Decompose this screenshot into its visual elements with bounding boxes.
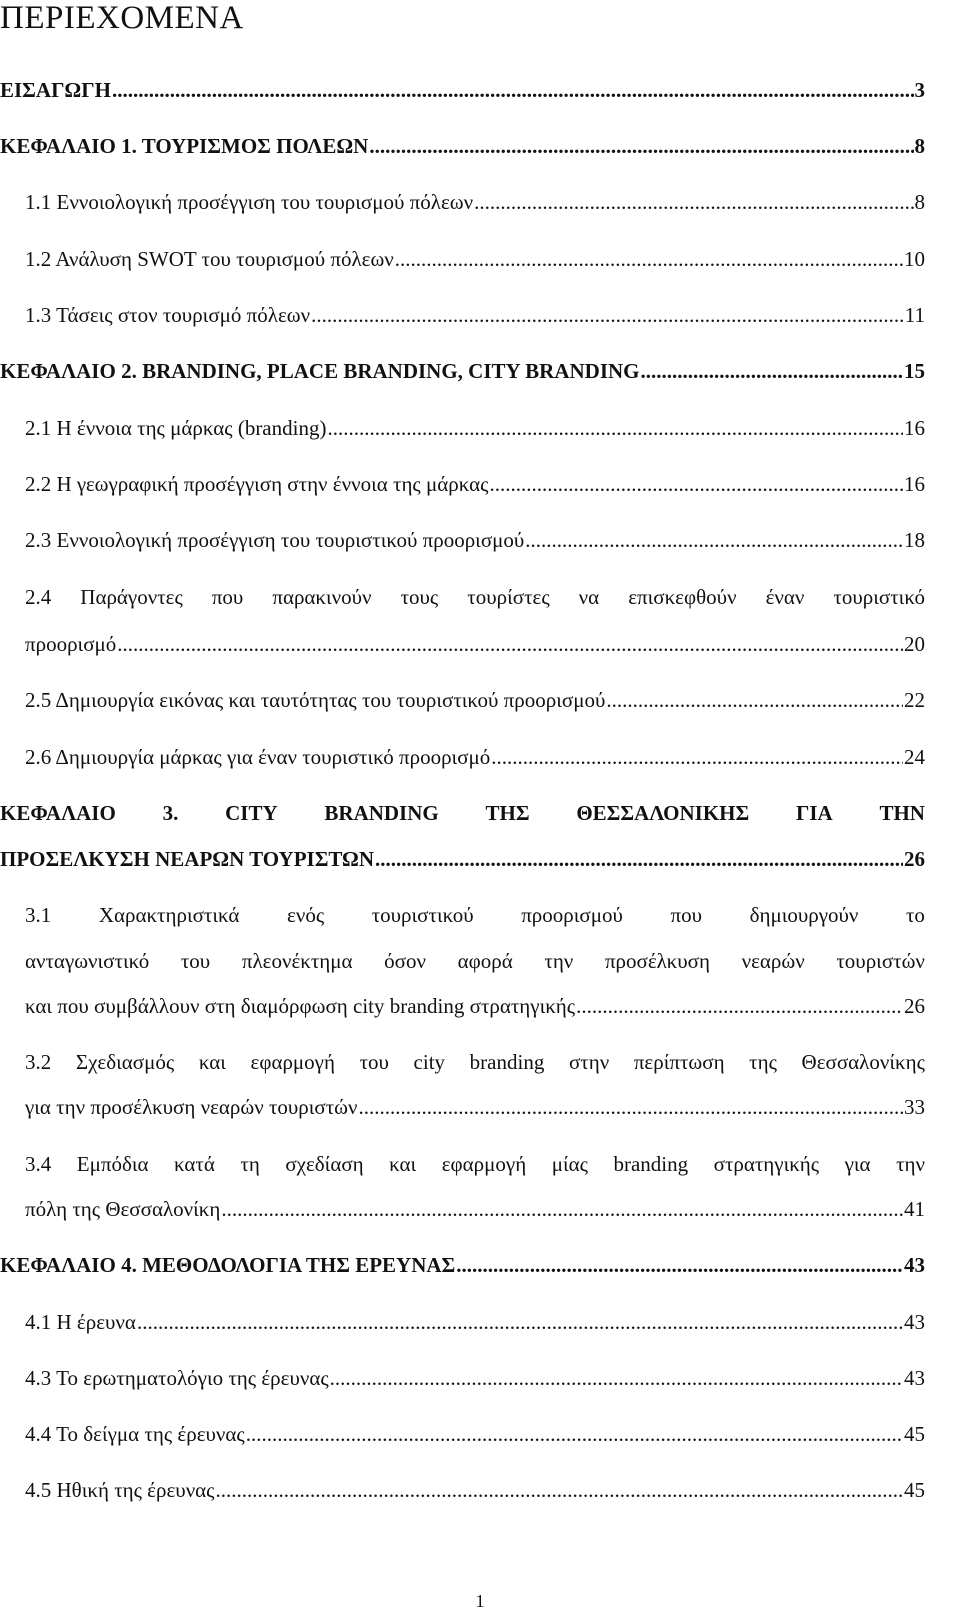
toc-page: 43 [904,1253,925,1277]
toc-entry-3-2-line-1[interactable] [25,1049,925,1075]
word: 3.1 [25,903,52,927]
toc-entry-3-1-line-3[interactable] [25,993,925,1019]
word: 2.4 [25,585,52,609]
leader-dots [491,744,903,770]
toc-label: 1.1 Εννοιολογική προσέγγιση του τουρισμού πόλεων [25,190,474,214]
word: στρατηγικής [713,1152,820,1176]
word: CITY [225,801,278,825]
word: ΚΕΦΑΛΑΙΟ [0,801,116,825]
toc-page: 8 [914,134,925,158]
toc-entry-2-5[interactable] [25,687,925,713]
leader-dots [137,1309,903,1335]
word: που [211,585,244,609]
word: για [844,1152,871,1176]
word: τουριστικό [833,585,925,609]
toc-entry-2-4-line-2[interactable] [25,631,925,657]
toc-entry-chapter-2[interactable] [0,358,925,384]
word: ΤΗΣ [485,801,530,825]
word: νεαρών [741,949,805,973]
leader-dots [489,471,903,497]
toc-entry-3-4-line-2[interactable] [25,1196,925,1222]
toc-label: ΚΕΦΑΛΑΙΟ 1. ΤΟΥΡΙΣΜΟΣ ΠΟΛΕΩΝ [0,134,369,158]
leader-dots [330,1365,903,1391]
leader-dots [375,846,903,872]
toc-label: 2.6 Δημιουργία μάρκας για έναν τουριστικό προορισμό [25,745,491,769]
word: κατά [174,1152,215,1176]
leader-dots [359,1094,903,1120]
leader-dots [246,1421,903,1447]
toc-label: ΚΕΦΑΛΑΙΟ 4. ΜΕΘΟΔΟΛΟΓΙΑ ΤΗΣ ΕΡΕΥΝΑΣ [0,1253,456,1277]
toc-page: 26 [904,847,925,871]
word: ΤΗΝ [879,801,925,825]
word: αφορά [457,949,513,973]
word: branding [613,1152,689,1176]
leader-dots [576,993,903,1019]
toc-entry-4-4[interactable] [25,1421,925,1447]
toc-label: 2.2 Η γεωγραφική προσέγγιση στην έννοια της μάρκας [25,472,489,496]
word: city [413,1050,446,1074]
word: παρακινούν [272,585,372,609]
leader-dots [327,415,903,441]
word: του [180,949,211,973]
toc-label: 4.3 Το ερωτηματολόγιο της έρευνας [25,1366,329,1390]
word: όσον [384,949,426,973]
word: ΓΙΑ [795,801,833,825]
toc-label: 2.1 Η έννοια της μάρκας (branding) [25,416,327,440]
word: 3.2 [25,1050,52,1074]
toc-page: 43 [904,1310,925,1334]
word: και [389,1152,417,1176]
toc-page: 22 [904,688,925,712]
toc-label: ΕΙΣΑΓΩΓΗ [0,78,111,102]
toc-page: 8 [914,190,925,214]
word: τουριστικού [371,903,474,927]
toc-entry-intro[interactable] [0,77,925,103]
leader-dots [606,687,903,713]
toc-entry-4-1[interactable] [25,1309,925,1335]
toc-label: ΚΕΦΑΛΑΙΟ 2. BRANDING, PLACE BRANDING, CITY BRANDING [0,359,640,383]
word: σχεδίαση [285,1152,364,1176]
toc-label: 4.1 Η έρευνα [25,1310,136,1334]
word: επισκεφθούν [628,585,737,609]
word: branding [469,1050,545,1074]
word: το [905,903,925,927]
word: μίας [551,1152,588,1176]
word: προορισμού [521,903,623,927]
toc-entry-4-5[interactable] [25,1477,925,1503]
word: 3.4 [25,1152,52,1176]
toc-entry-chapter-3-line-2[interactable] [0,846,925,872]
toc-entry-1-1[interactable] [25,189,925,215]
toc-page: 41 [904,1197,925,1221]
toc-entry-2-2[interactable] [25,471,925,497]
word: της [749,1050,777,1074]
toc-label: 2.5 Δημιουργία εικόνας και ταυτότητας του τουριστικού προορισμού [25,688,606,712]
word: εφαρμογή [250,1050,335,1074]
word: που [670,903,702,927]
toc-page: 45 [904,1422,925,1446]
word: προσέλκυση [604,949,710,973]
leader-dots [369,133,913,159]
word: ενός [287,903,325,927]
word: την [544,949,574,973]
word: τουρίστες [467,585,550,609]
toc-page: 45 [904,1478,925,1502]
toc-entry-1-3[interactable] [25,302,925,328]
toc-entry-4-3[interactable] [25,1365,925,1391]
word: Παράγοντες [80,585,183,609]
word: Χαρακτηριστικά [98,903,240,927]
word: ΘΕΣΣΑΛΟΝΙΚΗΣ [576,801,750,825]
word: να [578,585,600,609]
toc-page: 26 [904,994,925,1018]
toc-page: 15 [904,359,925,383]
leader-dots [311,302,904,328]
word: και [198,1050,226,1074]
toc-entry-2-1[interactable] [25,415,925,441]
word: ανταγωνιστικό [25,949,150,973]
toc-entry-3-1-line-1[interactable] [25,902,925,928]
toc-entry-chapter-1[interactable] [0,133,925,159]
leader-dots [221,1196,903,1222]
toc-label: για την προσέλκυση νεαρών τουριστών [25,1095,358,1119]
toc-label: 1.3 Τάσεις στον τουρισμό πόλεων [25,303,311,327]
toc-page: 24 [904,745,925,769]
toc-entry-1-2[interactable] [25,246,925,272]
page-title: ΠΕΡΙΕΧΟΜΕΝΑ [0,0,244,36]
toc-label: 4.4 Το δείγμα της έρευνας [25,1422,245,1446]
toc-entry-2-3[interactable] [25,527,925,553]
word: τους [400,585,439,609]
leader-dots [117,631,903,657]
toc-label: και που συμβάλλουν στη διαμόρφωση city branding στρατηγικής [25,994,576,1018]
page-number: 1 [475,1591,485,1611]
leader-dots [525,527,903,553]
toc-label: 1.2 Ανάλυση SWOT του τουρισμού πόλεων [25,247,394,271]
word: εφαρμογή [441,1152,527,1176]
toc-page: 16 [904,416,925,440]
toc-entry-chapter-4[interactable] [0,1252,925,1278]
word: την [896,1152,925,1176]
toc-label: 2.3 Εννοιολογική προσέγγιση του τουριστικού προορισμού [25,528,525,552]
toc-page: 10 [904,247,925,271]
toc-page: 33 [904,1095,925,1119]
word: 3. [162,801,179,825]
word: έναν [765,585,805,609]
word: πλεονέκτημα [241,949,353,973]
toc-entry-3-1-line-2[interactable] [25,948,925,974]
leader-dots [641,358,904,384]
toc-page: 3 [914,78,925,102]
toc-entry-3-4-line-1[interactable] [25,1151,925,1177]
leader-dots [395,246,903,272]
word: στην [568,1050,610,1074]
leader-dots [216,1477,903,1503]
toc-page: 43 [904,1366,925,1390]
word: Εμπόδια [76,1152,149,1176]
leader-dots [456,1252,903,1278]
word: BRANDING [324,801,439,825]
toc-label: ΠΡΟΣΕΛΚΥΣΗ ΝΕΑΡΩΝ ΤΟΥΡΙΣΤΩΝ [0,847,375,871]
word: του [359,1050,389,1074]
toc-page: 16 [904,472,925,496]
toc-page: 11 [904,303,925,327]
toc-entry-3-2-line-2[interactable] [25,1094,925,1120]
toc-entry-2-6[interactable] [25,744,925,770]
toc-page: 18 [904,528,925,552]
toc-entry-chapter-3-line-1[interactable] [0,800,925,826]
toc-label: 4.5 Ηθική της έρευνας [25,1478,215,1502]
word: δημιουργούν [749,903,859,927]
toc-entry-2-4-line-1[interactable] [25,584,925,610]
word: τουριστών [836,949,925,973]
leader-dots [112,77,914,103]
word: Θεσσαλονίκης [801,1050,925,1074]
toc-label: πόλη της Θεσσαλονίκη [25,1197,221,1221]
word: περίπτωση [633,1050,725,1074]
toc-page: 20 [904,632,925,656]
word: τη [240,1152,260,1176]
toc-label: προορισμό [25,632,117,656]
word: Σχεδιασμός [75,1050,175,1074]
leader-dots [474,189,913,215]
